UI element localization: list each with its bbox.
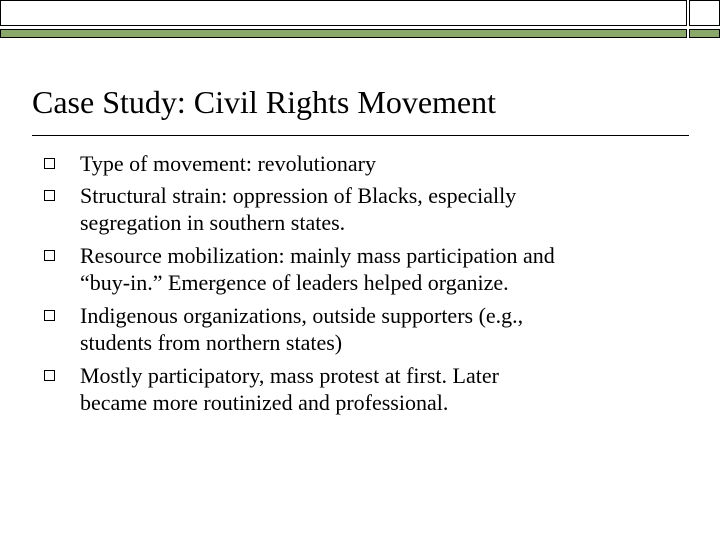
corner-outline-box xyxy=(689,0,720,26)
bullet-text-line: “buy-in.” Emergence of leaders helped organize. xyxy=(80,270,509,295)
bullet-text-line: Structural strain: oppression of Blacks, especially xyxy=(80,182,517,208)
hollow-square-icon xyxy=(44,250,55,261)
hollow-square-icon xyxy=(44,158,55,169)
bullet-text-line: students from northern states) xyxy=(80,330,343,355)
bullet-text-line: Resource mobilization: mainly mass participation and xyxy=(80,242,555,268)
corner-accent-box xyxy=(689,29,720,38)
hollow-square-icon xyxy=(44,190,55,201)
bullet-list xyxy=(44,150,704,417)
bullet-text-line: Indigenous organizations, outside supporters (e.g., xyxy=(80,302,524,328)
hollow-square-icon xyxy=(44,310,55,321)
header-accent-bar xyxy=(0,29,687,38)
hollow-square-icon xyxy=(44,370,55,381)
title-divider xyxy=(32,135,689,136)
header-outline-bar xyxy=(0,0,687,26)
bullet-item xyxy=(44,150,704,178)
bullet-text-line: Type of movement: revolutionary xyxy=(80,151,376,176)
bullet-item xyxy=(44,302,704,357)
slide-title: Case Study: Civil Rights Movement xyxy=(32,84,497,120)
bullet-text-line: became more routinized and professional. xyxy=(80,390,449,415)
bullet-item xyxy=(44,242,704,297)
bullet-text-line: segregation in southern states. xyxy=(80,210,346,235)
bullet-text-line: Mostly participatory, mass protest at first. Later xyxy=(80,362,499,388)
bullet-item xyxy=(44,182,704,237)
bullet-item xyxy=(44,362,704,417)
